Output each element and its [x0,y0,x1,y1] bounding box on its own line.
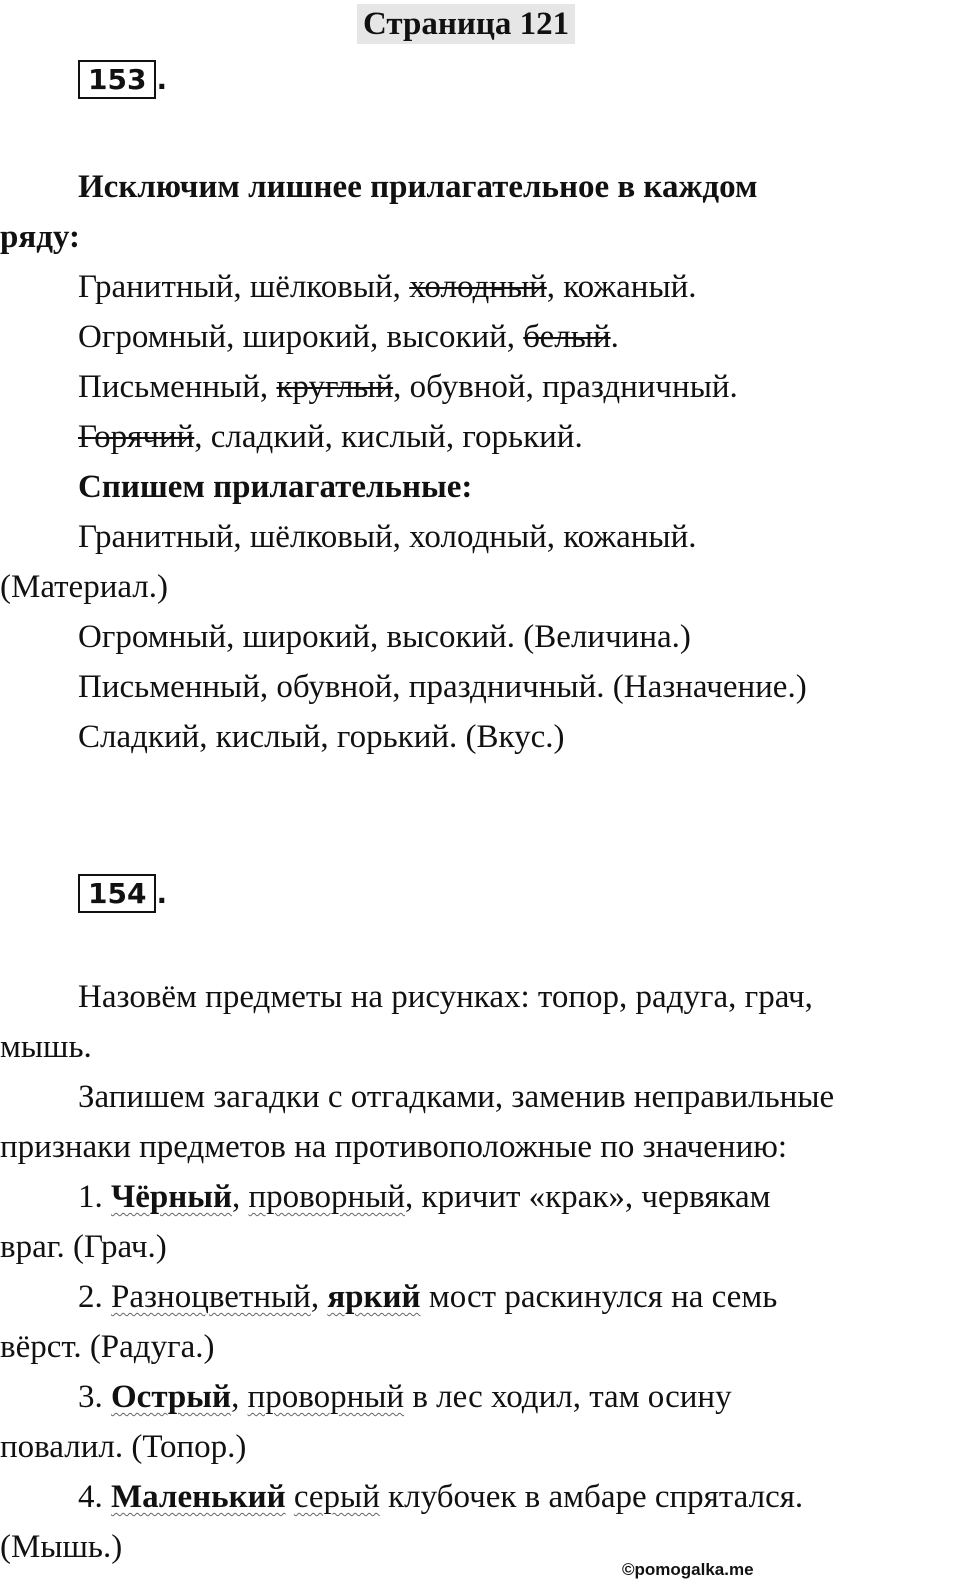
riddle-3: 3. Острый, проворный в лес ходил, там осину [78,1379,732,1415]
list-line-1-cont: (Материал.) [0,569,168,605]
struck-word: круглый [276,369,394,405]
underlined-word: проворный [248,1179,406,1215]
task154-p2-cont: признаки предметов на противоположные по значению: [0,1129,788,1165]
struck-word: белый [523,319,611,355]
list-line-4: Сладкий, кислый, горький. (Вкус.) [78,719,565,755]
page-title: Страница 121 [357,4,575,44]
watermark: ©pomogalka.me [622,1560,754,1579]
task-number-box: 154 [78,874,156,913]
task153-intro: Исключим лишнее прилагательное в каждом [78,169,758,205]
adjective-row-3: Письменный, круглый, обувной, праздничный. [78,369,738,405]
task-number-153: 153 . [78,60,167,99]
task153-heading: Спишем прилагательные: [78,469,473,505]
task-number-154: 154 . [78,874,167,913]
underlined-word: проворный [247,1379,405,1415]
list-line-2: Огромный, широкий, высокий. (Величина.) [78,619,691,655]
riddle-4: 4. Маленький серый клубочек в амбаре спрятался. [78,1479,804,1515]
replaced-word: яркий [327,1279,421,1315]
list-line-1: Гранитный, шёлковый, холодный, кожаный. [78,519,697,555]
riddle-1: 1. Чёрный, проворный, кричит «крак», червякам [78,1179,771,1215]
task154-p1-cont: мышь. [0,1029,92,1065]
underlined-word: Разноцветный [111,1279,311,1315]
riddle-1-cont: враг. (Грач.) [0,1229,167,1265]
replaced-word: Острый [111,1379,232,1415]
riddle-3-cont: повалил. (Топор.) [0,1429,247,1465]
replaced-word: Чёрный [111,1179,233,1215]
underlined-word: серый [293,1479,380,1515]
riddle-2: 2. Разноцветный, яркий мост раскинулся на семь [78,1279,778,1315]
adjective-row-2: Огромный, широкий, высокий, белый. [78,319,619,355]
adjective-row-4: Горячий, сладкий, кислый, горький. [78,419,583,455]
task154-p1: Назовём предметы на рисунках: топор, радуга, грач, [78,979,813,1015]
struck-word: холодный [409,269,547,305]
list-line-3: Письменный, обувной, праздничный. (Назначение.) [78,669,807,705]
riddle-2-cont: вёрст. (Радуга.) [0,1329,215,1365]
replaced-word: Маленький [111,1479,286,1515]
riddle-4-cont: (Мышь.) [0,1529,123,1565]
adjective-row-1: Гранитный, шёлковый, холодный, кожаный. [78,269,697,305]
task154-p2: Запишем загадки с отгадками, заменив неправильные [78,1079,835,1115]
task-number-box: 153 [78,60,156,99]
struck-word: Горячий [78,419,195,455]
task153-intro-cont: ряду: [0,219,80,255]
